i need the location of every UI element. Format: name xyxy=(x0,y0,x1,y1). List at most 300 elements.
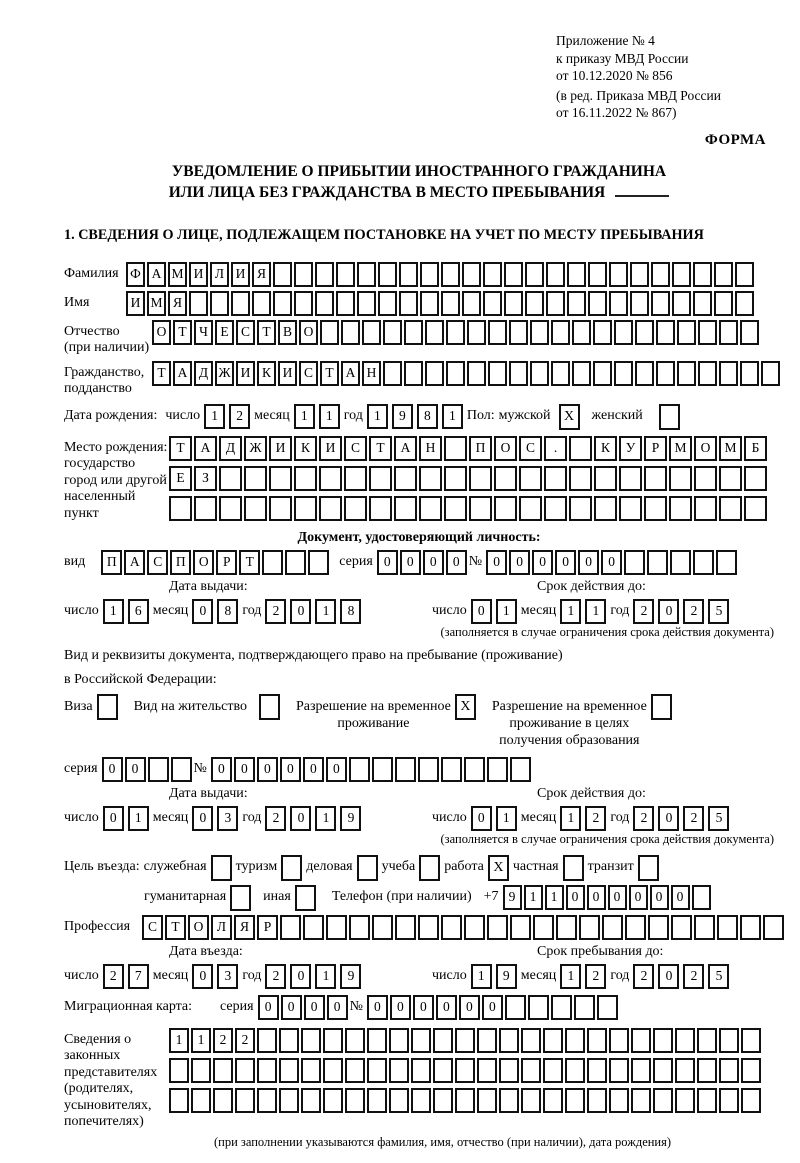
char-cell[interactable] xyxy=(677,361,696,386)
char-cell[interactable] xyxy=(315,262,334,287)
char-cell[interactable] xyxy=(525,262,544,287)
char-cell[interactable] xyxy=(714,291,733,316)
char-cell[interactable] xyxy=(444,466,467,491)
purpose-other-checkbox[interactable] xyxy=(295,885,316,911)
char-cell[interactable] xyxy=(383,320,402,345)
char-cell[interactable]: Т xyxy=(257,320,276,345)
char-cell[interactable] xyxy=(740,320,759,345)
char-cell[interactable] xyxy=(336,262,355,287)
char-cell[interactable]: 2 xyxy=(585,806,606,831)
char-cell[interactable] xyxy=(521,1028,541,1053)
char-cell[interactable] xyxy=(294,466,317,491)
char-cell[interactable]: 0 xyxy=(459,995,480,1020)
char-cell[interactable] xyxy=(499,1058,519,1083)
char-cell[interactable] xyxy=(669,496,692,521)
char-cell[interactable] xyxy=(301,1028,321,1053)
char-cell[interactable] xyxy=(671,915,692,940)
char-cell[interactable] xyxy=(672,262,691,287)
char-cell[interactable] xyxy=(675,1058,695,1083)
char-cell[interactable] xyxy=(510,757,531,782)
char-cell[interactable] xyxy=(235,1058,255,1083)
char-cell[interactable] xyxy=(567,291,586,316)
purpose-work-checkbox[interactable]: X xyxy=(488,855,509,881)
char-cell[interactable]: 1 xyxy=(128,806,149,831)
char-cell[interactable] xyxy=(533,915,554,940)
char-cell[interactable]: 0 xyxy=(436,995,457,1020)
char-cell[interactable]: О xyxy=(152,320,171,345)
char-cell[interactable]: О xyxy=(188,915,209,940)
char-cell[interactable] xyxy=(425,320,444,345)
char-cell[interactable] xyxy=(294,496,317,521)
char-cell[interactable]: П xyxy=(469,436,492,461)
char-cell[interactable] xyxy=(694,915,715,940)
char-cell[interactable] xyxy=(656,320,675,345)
char-cell[interactable]: 1 xyxy=(471,964,492,989)
char-cell[interactable] xyxy=(433,1088,453,1113)
char-cell[interactable]: 0 xyxy=(390,995,411,1020)
char-cell[interactable]: 1 xyxy=(496,806,517,831)
char-cell[interactable] xyxy=(273,291,292,316)
char-cell[interactable]: Т xyxy=(320,361,339,386)
char-cell[interactable] xyxy=(213,1058,233,1083)
char-cell[interactable]: В xyxy=(278,320,297,345)
char-cell[interactable] xyxy=(210,291,229,316)
char-cell[interactable]: Н xyxy=(419,436,442,461)
char-cell[interactable] xyxy=(635,361,654,386)
char-cell[interactable]: 3 xyxy=(217,964,238,989)
char-cell[interactable]: 0 xyxy=(629,885,648,910)
char-cell[interactable]: А xyxy=(394,436,417,461)
char-cell[interactable] xyxy=(588,262,607,287)
char-cell[interactable]: 8 xyxy=(417,404,438,429)
char-cell[interactable]: 2 xyxy=(633,964,654,989)
char-cell[interactable]: 1 xyxy=(103,599,124,624)
char-cell[interactable] xyxy=(269,466,292,491)
char-cell[interactable] xyxy=(565,1058,585,1083)
char-cell[interactable] xyxy=(294,291,313,316)
char-cell[interactable]: Я xyxy=(234,915,255,940)
char-cell[interactable]: 0 xyxy=(103,806,124,831)
char-cell[interactable]: Т xyxy=(173,320,192,345)
char-cell[interactable]: Р xyxy=(216,550,237,575)
char-cell[interactable]: 0 xyxy=(532,550,553,575)
char-cell[interactable] xyxy=(389,1028,409,1053)
char-cell[interactable] xyxy=(714,262,733,287)
char-cell[interactable] xyxy=(504,262,523,287)
char-cell[interactable] xyxy=(418,757,439,782)
char-cell[interactable] xyxy=(656,361,675,386)
char-cell[interactable] xyxy=(244,496,267,521)
char-cell[interactable] xyxy=(761,361,780,386)
char-cell[interactable]: 9 xyxy=(503,885,522,910)
char-cell[interactable]: 0 xyxy=(327,995,348,1020)
char-cell[interactable] xyxy=(593,361,612,386)
char-cell[interactable]: 0 xyxy=(326,757,347,782)
char-cell[interactable] xyxy=(670,550,691,575)
char-cell[interactable] xyxy=(499,1028,519,1053)
char-cell[interactable] xyxy=(383,361,402,386)
char-cell[interactable] xyxy=(588,291,607,316)
char-cell[interactable]: Ч xyxy=(194,320,213,345)
char-cell[interactable] xyxy=(519,496,542,521)
char-cell[interactable] xyxy=(252,291,271,316)
char-cell[interactable] xyxy=(509,361,528,386)
char-cell[interactable] xyxy=(394,496,417,521)
char-cell[interactable] xyxy=(546,291,565,316)
char-cell[interactable] xyxy=(677,320,696,345)
char-cell[interactable] xyxy=(389,1058,409,1083)
char-cell[interactable]: Т xyxy=(239,550,260,575)
char-cell[interactable] xyxy=(587,1058,607,1083)
char-cell[interactable]: 0 xyxy=(290,599,311,624)
char-cell[interactable]: А xyxy=(173,361,192,386)
char-cell[interactable]: Т xyxy=(152,361,171,386)
char-cell[interactable] xyxy=(744,496,767,521)
char-cell[interactable]: 0 xyxy=(258,995,279,1020)
char-cell[interactable] xyxy=(483,291,502,316)
char-cell[interactable]: 0 xyxy=(671,885,690,910)
char-cell[interactable]: С xyxy=(142,915,163,940)
char-cell[interactable] xyxy=(411,1088,431,1113)
char-cell[interactable] xyxy=(697,1058,717,1083)
char-cell[interactable]: 2 xyxy=(103,964,124,989)
char-cell[interactable] xyxy=(213,1088,233,1113)
char-cell[interactable] xyxy=(735,262,754,287)
char-cell[interactable] xyxy=(323,1088,343,1113)
char-cell[interactable] xyxy=(624,550,645,575)
purpose-study-checkbox[interactable] xyxy=(419,855,440,881)
char-cell[interactable]: 5 xyxy=(708,964,729,989)
char-cell[interactable]: М xyxy=(147,291,166,316)
char-cell[interactable] xyxy=(257,1028,277,1053)
char-cell[interactable]: С xyxy=(147,550,168,575)
char-cell[interactable] xyxy=(323,1028,343,1053)
char-cell[interactable] xyxy=(609,1088,629,1113)
char-cell[interactable]: Р xyxy=(644,436,667,461)
char-cell[interactable]: 0 xyxy=(192,599,213,624)
char-cell[interactable]: П xyxy=(170,550,191,575)
char-cell[interactable] xyxy=(543,1088,563,1113)
char-cell[interactable] xyxy=(369,466,392,491)
char-cell[interactable]: 0 xyxy=(102,757,123,782)
char-cell[interactable] xyxy=(301,1088,321,1113)
char-cell[interactable] xyxy=(653,1058,673,1083)
char-cell[interactable] xyxy=(644,496,667,521)
char-cell[interactable]: 3 xyxy=(217,806,238,831)
char-cell[interactable] xyxy=(446,320,465,345)
char-cell[interactable]: М xyxy=(719,436,742,461)
char-cell[interactable] xyxy=(446,361,465,386)
char-cell[interactable]: 2 xyxy=(265,806,286,831)
char-cell[interactable]: 2 xyxy=(585,964,606,989)
char-cell[interactable]: 1 xyxy=(367,404,388,429)
char-cell[interactable] xyxy=(653,1088,673,1113)
char-cell[interactable] xyxy=(433,1028,453,1053)
char-cell[interactable] xyxy=(719,320,738,345)
char-cell[interactable] xyxy=(597,995,618,1020)
char-cell[interactable] xyxy=(719,361,738,386)
char-cell[interactable]: 2 xyxy=(683,806,704,831)
char-cell[interactable] xyxy=(609,291,628,316)
char-cell[interactable]: 5 xyxy=(708,599,729,624)
char-cell[interactable] xyxy=(411,1028,431,1053)
char-cell[interactable]: Е xyxy=(215,320,234,345)
char-cell[interactable] xyxy=(279,1058,299,1083)
char-cell[interactable] xyxy=(609,262,628,287)
char-cell[interactable] xyxy=(543,1028,563,1053)
char-cell[interactable]: К xyxy=(257,361,276,386)
char-cell[interactable] xyxy=(367,1088,387,1113)
char-cell[interactable] xyxy=(219,496,242,521)
char-cell[interactable] xyxy=(574,995,595,1020)
temp-residence-education-checkbox[interactable] xyxy=(651,694,672,720)
char-cell[interactable]: Ф xyxy=(126,262,145,287)
char-cell[interactable] xyxy=(367,1058,387,1083)
char-cell[interactable] xyxy=(528,995,549,1020)
char-cell[interactable] xyxy=(349,915,370,940)
char-cell[interactable]: 0 xyxy=(367,995,388,1020)
char-cell[interactable]: О xyxy=(694,436,717,461)
char-cell[interactable] xyxy=(171,757,192,782)
char-cell[interactable]: А xyxy=(341,361,360,386)
char-cell[interactable] xyxy=(244,466,267,491)
char-cell[interactable] xyxy=(345,1058,365,1083)
char-cell[interactable] xyxy=(219,466,242,491)
char-cell[interactable]: 0 xyxy=(471,599,492,624)
char-cell[interactable] xyxy=(362,320,381,345)
char-cell[interactable] xyxy=(740,361,759,386)
char-cell[interactable] xyxy=(308,550,329,575)
char-cell[interactable] xyxy=(369,496,392,521)
char-cell[interactable] xyxy=(579,915,600,940)
char-cell[interactable]: 0 xyxy=(281,995,302,1020)
char-cell[interactable] xyxy=(619,466,642,491)
char-cell[interactable]: О xyxy=(494,436,517,461)
char-cell[interactable]: 2 xyxy=(235,1028,255,1053)
char-cell[interactable] xyxy=(194,496,217,521)
char-cell[interactable] xyxy=(509,320,528,345)
char-cell[interactable]: С xyxy=(519,436,542,461)
char-cell[interactable] xyxy=(483,262,502,287)
char-cell[interactable] xyxy=(420,262,439,287)
char-cell[interactable] xyxy=(399,291,418,316)
char-cell[interactable] xyxy=(551,320,570,345)
char-cell[interactable] xyxy=(372,757,393,782)
char-cell[interactable]: Р xyxy=(257,915,278,940)
char-cell[interactable] xyxy=(444,436,467,461)
char-cell[interactable] xyxy=(191,1058,211,1083)
char-cell[interactable] xyxy=(169,1058,189,1083)
char-cell[interactable]: К xyxy=(594,436,617,461)
char-cell[interactable] xyxy=(499,1088,519,1113)
char-cell[interactable] xyxy=(719,1028,739,1053)
char-cell[interactable]: 0 xyxy=(486,550,507,575)
char-cell[interactable] xyxy=(285,550,306,575)
char-cell[interactable]: 0 xyxy=(192,806,213,831)
char-cell[interactable] xyxy=(543,1058,563,1083)
char-cell[interactable] xyxy=(345,1088,365,1113)
char-cell[interactable]: 0 xyxy=(257,757,278,782)
char-cell[interactable] xyxy=(235,1088,255,1113)
char-cell[interactable] xyxy=(257,1058,277,1083)
char-cell[interactable] xyxy=(444,496,467,521)
char-cell[interactable]: 1 xyxy=(585,599,606,624)
char-cell[interactable] xyxy=(609,1058,629,1083)
char-cell[interactable]: 9 xyxy=(496,964,517,989)
char-cell[interactable] xyxy=(544,496,567,521)
char-cell[interactable] xyxy=(349,757,370,782)
char-cell[interactable]: 1 xyxy=(560,599,581,624)
visa-checkbox[interactable] xyxy=(97,694,118,720)
char-cell[interactable] xyxy=(741,1058,761,1083)
char-cell[interactable]: 2 xyxy=(683,964,704,989)
char-cell[interactable]: Я xyxy=(252,262,271,287)
char-cell[interactable] xyxy=(719,1088,739,1113)
char-cell[interactable] xyxy=(587,1088,607,1113)
char-cell[interactable]: 0 xyxy=(471,806,492,831)
char-cell[interactable]: Т xyxy=(165,915,186,940)
char-cell[interactable]: И xyxy=(236,361,255,386)
char-cell[interactable] xyxy=(519,466,542,491)
char-cell[interactable] xyxy=(530,320,549,345)
char-cell[interactable] xyxy=(693,291,712,316)
char-cell[interactable]: 0 xyxy=(587,885,606,910)
char-cell[interactable]: Н xyxy=(362,361,381,386)
char-cell[interactable] xyxy=(395,757,416,782)
char-cell[interactable]: О xyxy=(299,320,318,345)
char-cell[interactable] xyxy=(572,320,591,345)
char-cell[interactable] xyxy=(455,1058,475,1083)
char-cell[interactable]: 6 xyxy=(128,599,149,624)
char-cell[interactable] xyxy=(372,915,393,940)
char-cell[interactable] xyxy=(477,1058,497,1083)
char-cell[interactable]: 0 xyxy=(290,806,311,831)
char-cell[interactable] xyxy=(763,915,784,940)
char-cell[interactable] xyxy=(487,757,508,782)
char-cell[interactable] xyxy=(569,496,592,521)
char-cell[interactable] xyxy=(565,1028,585,1053)
char-cell[interactable]: Ж xyxy=(244,436,267,461)
char-cell[interactable]: А xyxy=(147,262,166,287)
char-cell[interactable]: 0 xyxy=(304,995,325,1020)
char-cell[interactable] xyxy=(587,1028,607,1053)
char-cell[interactable]: 9 xyxy=(392,404,413,429)
char-cell[interactable]: К xyxy=(294,436,317,461)
char-cell[interactable]: И xyxy=(126,291,145,316)
char-cell[interactable] xyxy=(469,466,492,491)
char-cell[interactable] xyxy=(488,320,507,345)
char-cell[interactable] xyxy=(378,291,397,316)
char-cell[interactable] xyxy=(631,1088,651,1113)
char-cell[interactable] xyxy=(672,291,691,316)
char-cell[interactable] xyxy=(651,262,670,287)
char-cell[interactable]: 0 xyxy=(566,885,585,910)
char-cell[interactable]: 1 xyxy=(524,885,543,910)
gender-male-checkbox[interactable]: X xyxy=(559,404,580,430)
char-cell[interactable] xyxy=(404,320,423,345)
char-cell[interactable] xyxy=(697,1088,717,1113)
char-cell[interactable]: А xyxy=(194,436,217,461)
char-cell[interactable] xyxy=(191,1088,211,1113)
char-cell[interactable] xyxy=(467,361,486,386)
char-cell[interactable]: 0 xyxy=(446,550,467,575)
char-cell[interactable] xyxy=(320,320,339,345)
char-cell[interactable] xyxy=(735,291,754,316)
char-cell[interactable] xyxy=(719,466,742,491)
char-cell[interactable] xyxy=(494,466,517,491)
char-cell[interactable]: 0 xyxy=(555,550,576,575)
char-cell[interactable] xyxy=(647,550,668,575)
char-cell[interactable] xyxy=(693,550,714,575)
char-cell[interactable] xyxy=(744,466,767,491)
char-cell[interactable] xyxy=(741,1028,761,1053)
char-cell[interactable] xyxy=(441,757,462,782)
char-cell[interactable] xyxy=(504,291,523,316)
purpose-tourism-checkbox[interactable] xyxy=(281,855,302,881)
char-cell[interactable] xyxy=(315,291,334,316)
char-cell[interactable] xyxy=(546,262,565,287)
char-cell[interactable]: И xyxy=(278,361,297,386)
char-cell[interactable] xyxy=(741,1088,761,1113)
char-cell[interactable]: И xyxy=(319,436,342,461)
char-cell[interactable] xyxy=(404,361,423,386)
temp-residence-checkbox[interactable]: X xyxy=(455,694,476,720)
char-cell[interactable]: З xyxy=(194,466,217,491)
char-cell[interactable] xyxy=(525,291,544,316)
residence-permit-checkbox[interactable] xyxy=(259,694,280,720)
char-cell[interactable] xyxy=(565,1088,585,1113)
char-cell[interactable]: П xyxy=(101,550,122,575)
char-cell[interactable] xyxy=(462,291,481,316)
char-cell[interactable]: 2 xyxy=(633,806,654,831)
char-cell[interactable]: 0 xyxy=(377,550,398,575)
char-cell[interactable] xyxy=(399,262,418,287)
char-cell[interactable]: 5 xyxy=(708,806,729,831)
char-cell[interactable] xyxy=(551,995,572,1020)
char-cell[interactable]: 0 xyxy=(400,550,421,575)
char-cell[interactable] xyxy=(740,915,761,940)
char-cell[interactable] xyxy=(433,1058,453,1083)
char-cell[interactable] xyxy=(625,915,646,940)
char-cell[interactable]: Е xyxy=(169,466,192,491)
char-cell[interactable] xyxy=(189,291,208,316)
char-cell[interactable]: Д xyxy=(194,361,213,386)
char-cell[interactable] xyxy=(505,995,526,1020)
char-cell[interactable]: 0 xyxy=(578,550,599,575)
char-cell[interactable] xyxy=(521,1088,541,1113)
char-cell[interactable] xyxy=(572,361,591,386)
char-cell[interactable]: 0 xyxy=(658,599,679,624)
char-cell[interactable] xyxy=(148,757,169,782)
char-cell[interactable] xyxy=(279,1088,299,1113)
char-cell[interactable]: 1 xyxy=(191,1028,211,1053)
char-cell[interactable] xyxy=(569,466,592,491)
char-cell[interactable] xyxy=(273,262,292,287)
char-cell[interactable]: О xyxy=(193,550,214,575)
char-cell[interactable]: 2 xyxy=(213,1028,233,1053)
char-cell[interactable]: 0 xyxy=(601,550,622,575)
char-cell[interactable] xyxy=(418,915,439,940)
char-cell[interactable]: Л xyxy=(210,262,229,287)
purpose-private-checkbox[interactable] xyxy=(563,855,584,881)
char-cell[interactable]: 0 xyxy=(608,885,627,910)
char-cell[interactable] xyxy=(630,262,649,287)
char-cell[interactable] xyxy=(395,915,416,940)
char-cell[interactable]: М xyxy=(168,262,187,287)
char-cell[interactable] xyxy=(169,496,192,521)
char-cell[interactable]: 0 xyxy=(658,964,679,989)
char-cell[interactable] xyxy=(279,1028,299,1053)
